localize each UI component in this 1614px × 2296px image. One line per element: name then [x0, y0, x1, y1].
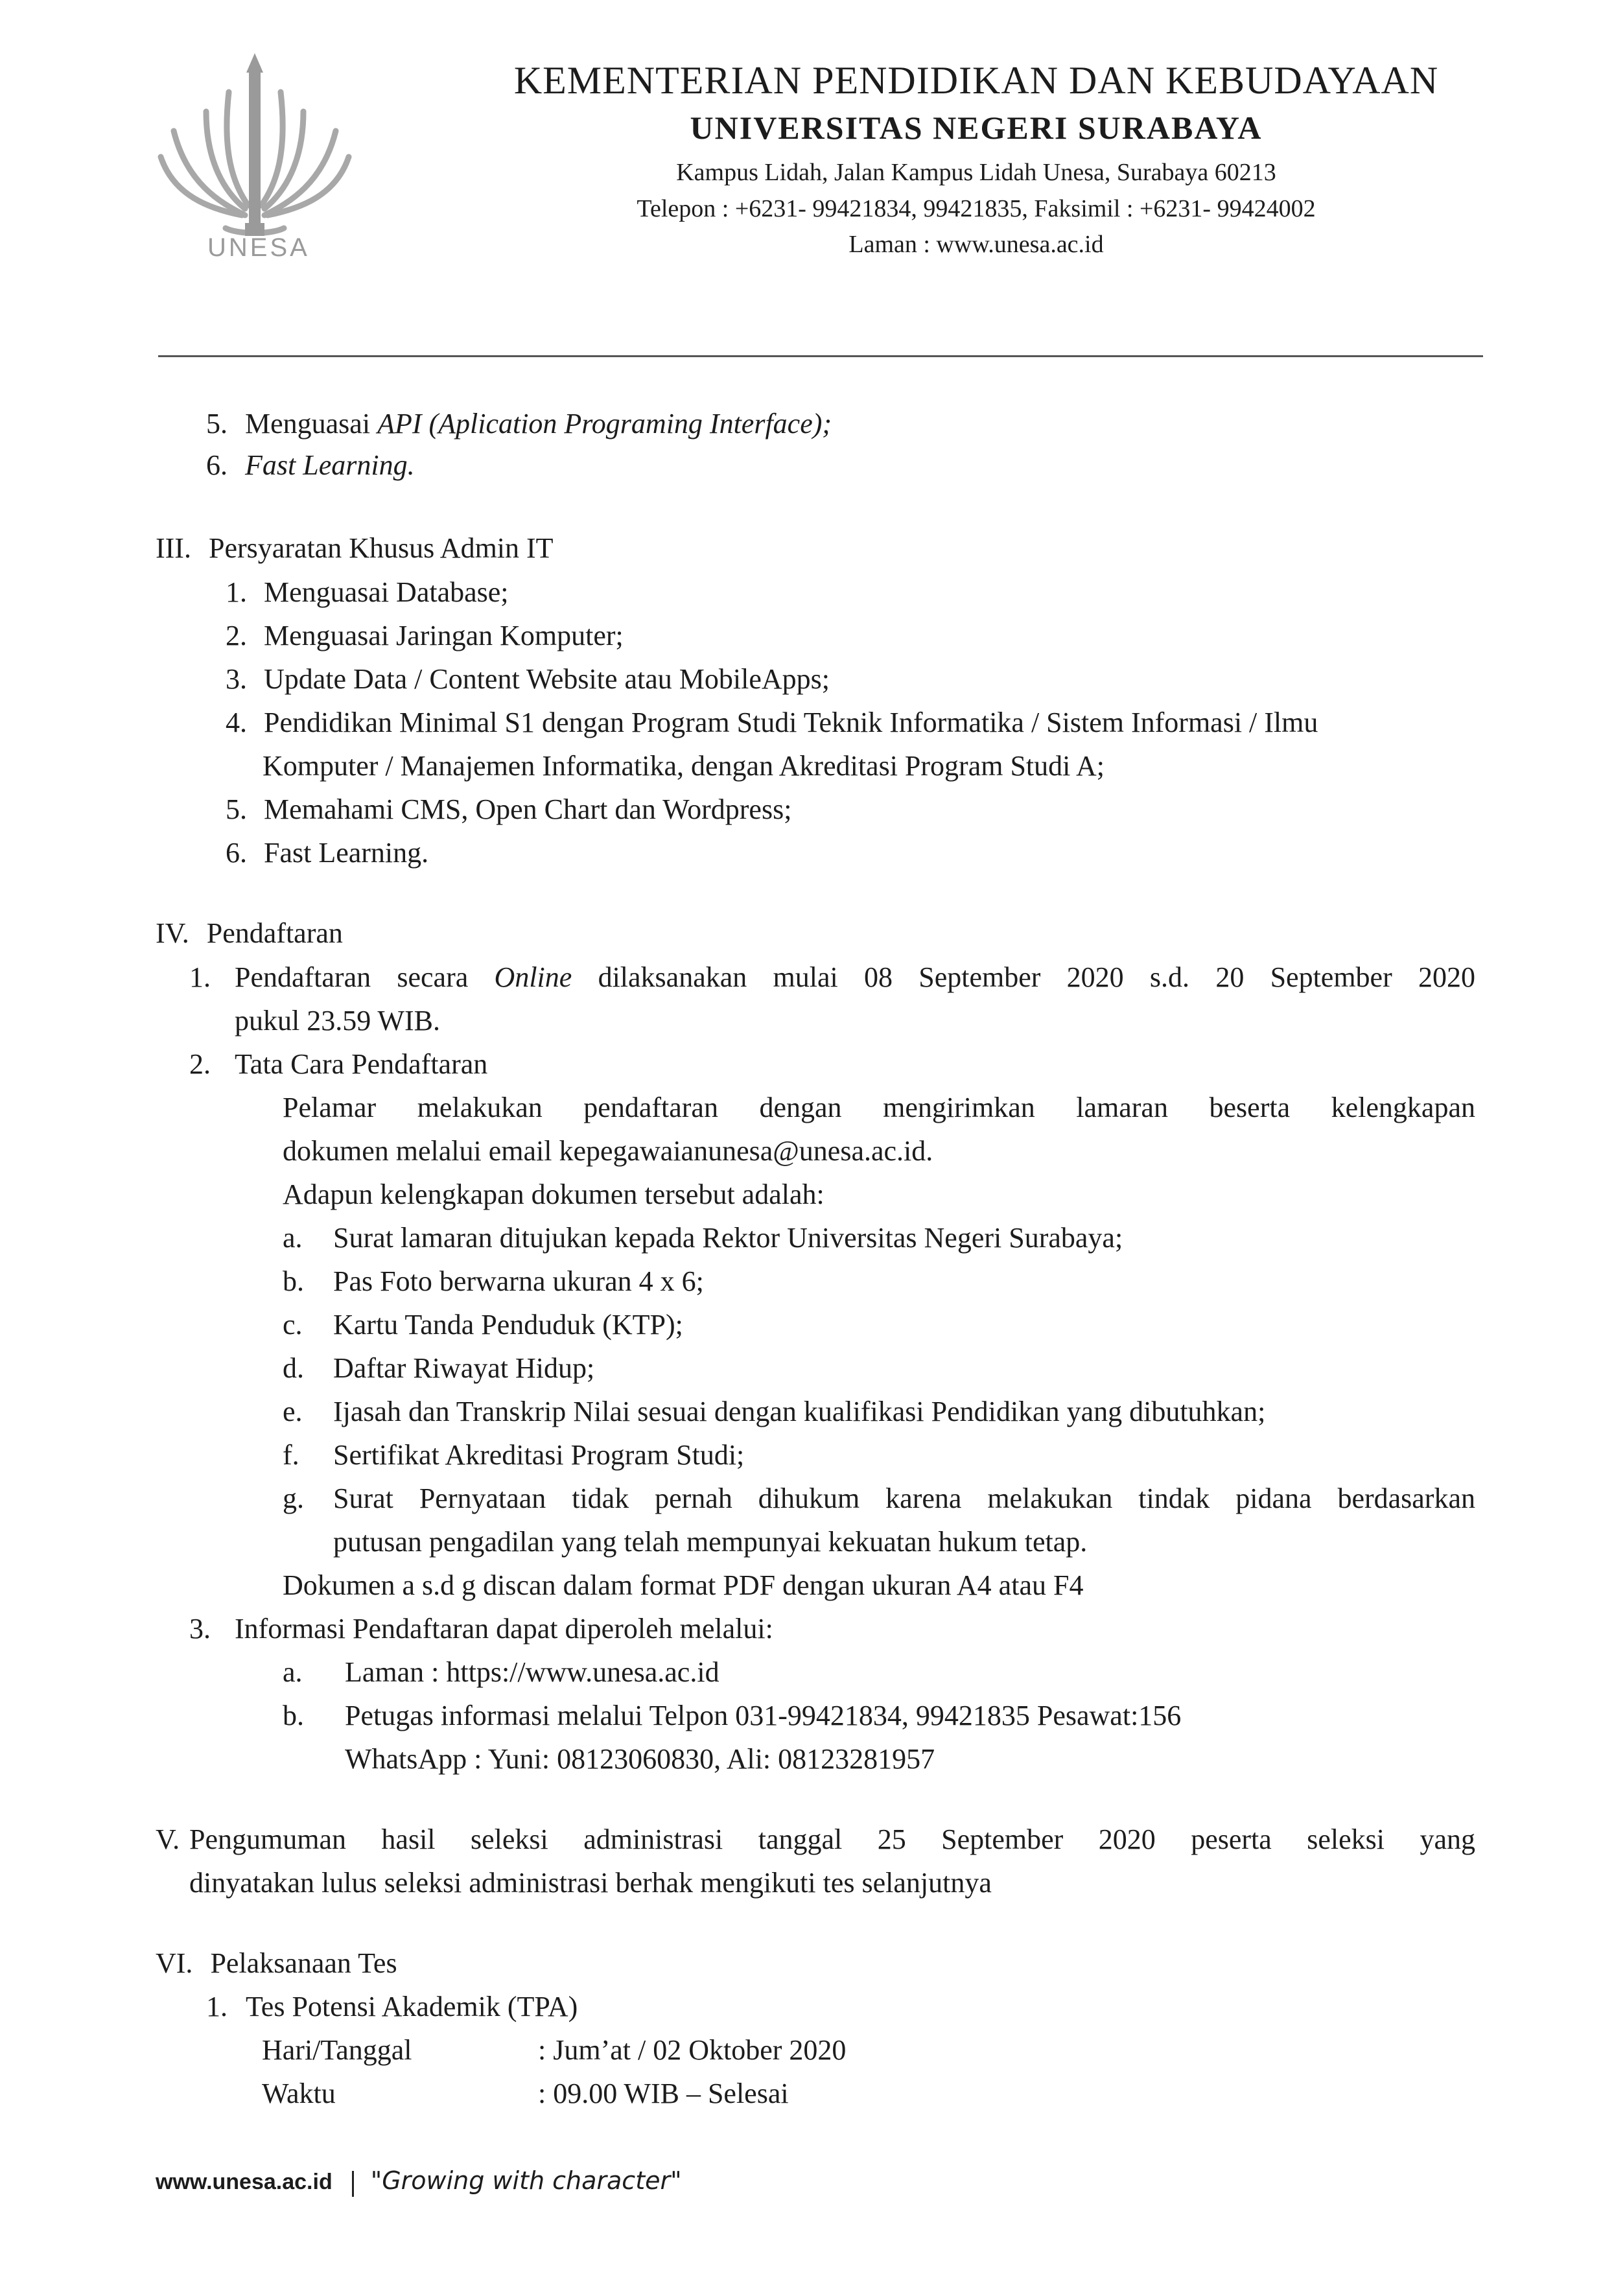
- paragraph: Pelamar melakukan pendaftaran dengan mengirimkan lamaran beserta kelengkapan: [283, 1092, 1475, 1123]
- section-number: VI.: [156, 1947, 193, 1979]
- unesa-logo: [148, 53, 362, 277]
- list-item: d. Daftar Riwayat Hidup;: [283, 1352, 595, 1384]
- list-item-text: Surat Pernyataan tidak pernah dihukum karena melakukan tindak pidana berdasarkan: [333, 1482, 1475, 1514]
- list-item: f. Sertifikat Akreditasi Program Studi;: [283, 1439, 745, 1471]
- list-item: 2. Menguasai Jaringan Komputer;: [226, 620, 624, 651]
- list-item: Pendaftaran secara Online dilaksanakan mulai 08 September 2020 s.d. 20 September 2020: [235, 961, 1476, 993]
- schedule-label: Hari/Tanggal: [262, 2034, 412, 2066]
- list-item: 3. Update Data / Content Website atau MobileApps;: [226, 663, 830, 695]
- page-footer: [156, 2166, 682, 2197]
- item-italic-text: API (Aplication Programing Interface);: [377, 408, 832, 439]
- ministry-name: KEMENTERIAN PENDIDIKAN DAN KEBUDAYAAN: [513, 59, 1439, 102]
- list-item: 4. Pendidikan Minimal S1 dengan Program Studi Teknik Informatika / Sistem Informasi / Ilmu: [226, 707, 1318, 738]
- list-item: g.: [283, 1482, 304, 1514]
- address-line: Kampus Lidah, Jalan Kampus Lidah Unesa, Surabaya 60213: [676, 159, 1276, 186]
- footer-tagline: "Growing with character": [370, 2166, 682, 2195]
- list-item: 1. Tes Potensi Akademik (TPA): [206, 1991, 578, 2022]
- header-divider: [158, 355, 1483, 357]
- item-italic-text: Fast Learning.: [245, 449, 415, 481]
- item-number: 2.: [189, 1048, 211, 1080]
- list-item: 1. Menguasai Database;: [226, 576, 509, 608]
- paragraph: dinyatakan lulus seleksi administrasi berhak mengikuti tes selanjutnya: [189, 1867, 992, 1899]
- list-item-continuation: Komputer / Manajemen Informatika, dengan Akreditasi Program Studi A;: [263, 750, 1105, 782]
- section-title: Pendaftaran: [206, 917, 343, 949]
- schedule-label: Waktu: [262, 2078, 336, 2109]
- list-item-continuation: putusan pengadilan yang telah mempunyai kekuatan hukum tetap.: [333, 1526, 1088, 1558]
- section-heading: [156, 917, 343, 950]
- section-heading: [156, 1947, 397, 1980]
- footer-divider: [352, 2171, 354, 2197]
- paragraph: Pengumuman hasil seleksi administrasi tanggal 25 September 2020 peserta seleksi yang: [189, 1823, 1475, 1855]
- list-item: [206, 449, 415, 482]
- list-item: a. Surat lamaran ditujukan kepada Rektor Universitas Negeri Surabaya;: [283, 1222, 1123, 1254]
- section-title: Pelaksanaan Tes: [210, 1947, 397, 1979]
- subsection-title: Tata Cara Pendaftaran: [235, 1048, 488, 1080]
- paragraph: Dokumen a s.d g discan dalam format PDF dengan ukuran A4 atau F4: [283, 1569, 1084, 1601]
- list-item: b. Petugas informasi melalui Telpon 031-99421834, 99421835 Pesawat:156: [283, 1700, 1182, 1731]
- item-number: 5.: [206, 408, 228, 439]
- item-number: 1.: [189, 961, 211, 993]
- section-number: IV.: [156, 917, 189, 949]
- list-item: e. Ijasah dan Transkrip Nilai sesuai dengan kualifikasi Pendidikan yang dibutuhkan;: [283, 1396, 1266, 1427]
- section-title: Persyaratan Khusus Admin IT: [208, 532, 554, 564]
- list-item-continuation: WhatsApp : Yuni: 08123060830, Ali: 08123281957: [345, 1743, 935, 1775]
- logo-emblem-icon: [148, 53, 362, 248]
- list-item: b. Pas Foto berwarna ukuran 4 x 6;: [283, 1265, 704, 1297]
- list-item-continuation: pukul 23.59 WIB.: [235, 1005, 440, 1037]
- subsection-title: Informasi Pendaftaran dapat diperoleh melalui:: [235, 1613, 773, 1645]
- list-item: [206, 407, 832, 441]
- schedule-value: : 09.00 WIB – Selesai: [538, 2078, 789, 2109]
- item-number: 3.: [189, 1613, 211, 1645]
- section-heading: [156, 532, 554, 565]
- section-number: V.: [156, 1823, 180, 1855]
- website-line: Laman : www.unesa.ac.id: [848, 231, 1104, 258]
- phone-line: Telepon : +6231- 99421834, 99421835, Faksimil : +6231- 99424002: [637, 195, 1316, 222]
- list-item: c. Kartu Tanda Penduduk (KTP);: [283, 1309, 683, 1341]
- list-item: 5. Memahami CMS, Open Chart dan Wordpress;: [226, 793, 792, 825]
- logo-text: UNESA: [207, 233, 310, 262]
- item-number: 6.: [206, 449, 228, 481]
- section-number: III.: [156, 532, 191, 564]
- paragraph: dokumen melalui email kepegawaianunesa@unesa.ac.id.: [283, 1135, 933, 1167]
- paragraph: Adapun kelengkapan dokumen tersebut adalah:: [283, 1178, 825, 1210]
- item-text: Menguasai: [245, 408, 378, 439]
- footer-website: www.unesa.ac.id: [156, 2170, 333, 2194]
- schedule-value: : Jum’at / 02 Oktober 2020: [538, 2034, 847, 2066]
- university-name: UNIVERSITAS NEGERI SURABAYA: [690, 110, 1263, 146]
- list-item: 6. Fast Learning.: [226, 837, 429, 869]
- list-item: a. Laman : https://www.unesa.ac.id: [283, 1656, 719, 1688]
